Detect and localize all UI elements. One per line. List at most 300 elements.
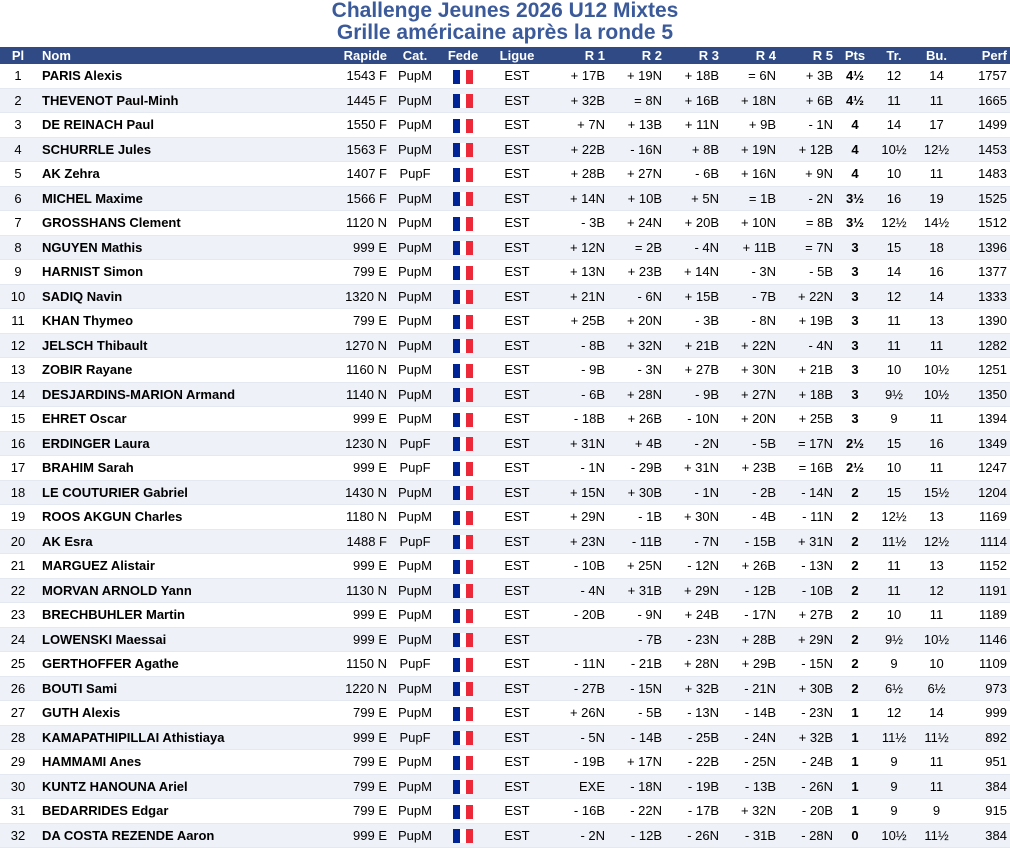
cell-round-2: + 10B bbox=[608, 186, 665, 211]
cell-rating: 1180 N bbox=[282, 505, 390, 530]
cell-round-4: - 2B bbox=[722, 480, 779, 505]
table-row[interactable] bbox=[0, 701, 1010, 726]
cell-category: PupM bbox=[390, 554, 440, 579]
table-row[interactable] bbox=[0, 578, 1010, 603]
cell-round-2: + 30B bbox=[608, 480, 665, 505]
cell-tiebreak-tr: 12½ bbox=[874, 505, 914, 530]
cell-rating: 799 E bbox=[282, 701, 390, 726]
cell-round-3: + 29N bbox=[665, 578, 722, 603]
cell-round-2: - 6N bbox=[608, 284, 665, 309]
cell-round-2: + 32N bbox=[608, 333, 665, 358]
cell-federation bbox=[440, 505, 486, 530]
cell-rating: 1140 N bbox=[282, 382, 390, 407]
cell-performance: 1394 bbox=[959, 407, 1010, 432]
table-row[interactable] bbox=[0, 333, 1010, 358]
table-row[interactable] bbox=[0, 480, 1010, 505]
cell-round-2: = 2B bbox=[608, 235, 665, 260]
cell-performance: 1333 bbox=[959, 284, 1010, 309]
table-row[interactable] bbox=[0, 211, 1010, 236]
cell-federation bbox=[440, 774, 486, 799]
col-header-pts[interactable]: Pts bbox=[836, 47, 874, 64]
cell-round-5: = 7N bbox=[779, 235, 836, 260]
cell-tiebreak-bu: 11½ bbox=[914, 823, 959, 848]
cell-tiebreak-tr: 10 bbox=[874, 358, 914, 383]
cell-category: PupM bbox=[390, 407, 440, 432]
cell-tiebreak-bu: 11 bbox=[914, 774, 959, 799]
cell-performance: 951 bbox=[959, 750, 1010, 775]
cell-performance: 1191 bbox=[959, 578, 1010, 603]
cell-category: PupM bbox=[390, 333, 440, 358]
cell-category: PupM bbox=[390, 260, 440, 285]
cell-round-4: + 29B bbox=[722, 652, 779, 677]
cell-round-3: - 23N bbox=[665, 627, 722, 652]
col-header-perf[interactable]: Perf bbox=[959, 47, 1010, 64]
cell-round-4: + 18N bbox=[722, 88, 779, 113]
cell-tiebreak-tr: 14 bbox=[874, 260, 914, 285]
france-flag-icon bbox=[453, 756, 473, 770]
table-header-row bbox=[0, 47, 1010, 64]
cell-round-1: - 20B bbox=[548, 603, 608, 628]
cell-points: 2 bbox=[836, 480, 874, 505]
cell-tiebreak-tr: 15 bbox=[874, 235, 914, 260]
cell-round-1: - 4N bbox=[548, 578, 608, 603]
cell-round-3: + 27B bbox=[665, 358, 722, 383]
cell-round-1: + 14N bbox=[548, 186, 608, 211]
col-header-r4[interactable]: R 4 bbox=[722, 47, 779, 64]
cell-round-5: - 23N bbox=[779, 701, 836, 726]
cell-performance: 1152 bbox=[959, 554, 1010, 579]
cell-round-5: + 18B bbox=[779, 382, 836, 407]
cell-round-1: - 9B bbox=[548, 358, 608, 383]
cell-federation bbox=[440, 88, 486, 113]
cell-round-2: + 13B bbox=[608, 113, 665, 138]
cell-points: 4 bbox=[836, 113, 874, 138]
cell-rating: 999 E bbox=[282, 554, 390, 579]
cell-category: PupM bbox=[390, 505, 440, 530]
cell-round-5: - 26N bbox=[779, 774, 836, 799]
cell-player-name: NGUYEN Mathis bbox=[36, 235, 282, 260]
cell-round-2: - 11B bbox=[608, 529, 665, 554]
cell-category: PupM bbox=[390, 603, 440, 628]
cell-tiebreak-tr: 9 bbox=[874, 407, 914, 432]
cell-performance: 1109 bbox=[959, 652, 1010, 677]
col-header-fede[interactable]: Fede bbox=[440, 47, 486, 64]
table-row[interactable] bbox=[0, 505, 1010, 530]
table-row[interactable] bbox=[0, 260, 1010, 285]
france-flag-icon bbox=[453, 511, 473, 525]
cell-rating: 799 E bbox=[282, 774, 390, 799]
cell-performance: 915 bbox=[959, 799, 1010, 824]
cell-league: EST bbox=[486, 260, 548, 285]
table-row[interactable] bbox=[0, 137, 1010, 162]
table-row[interactable] bbox=[0, 186, 1010, 211]
france-flag-icon bbox=[453, 290, 473, 304]
cell-round-5: - 15N bbox=[779, 652, 836, 677]
cell-federation bbox=[440, 382, 486, 407]
cell-player-name: BOUTI Sami bbox=[36, 676, 282, 701]
cell-performance: 1396 bbox=[959, 235, 1010, 260]
cell-points: 3 bbox=[836, 333, 874, 358]
cell-performance: 1349 bbox=[959, 431, 1010, 456]
cell-round-4: - 12B bbox=[722, 578, 779, 603]
cell-federation bbox=[440, 333, 486, 358]
cell-player-name: SCHURRLE Jules bbox=[36, 137, 282, 162]
france-flag-icon bbox=[453, 413, 473, 427]
cell-tiebreak-bu: 12 bbox=[914, 578, 959, 603]
cell-tiebreak-bu: 11 bbox=[914, 750, 959, 775]
cell-tiebreak-tr: 6½ bbox=[874, 676, 914, 701]
cell-rating: 1120 N bbox=[282, 211, 390, 236]
france-flag-icon bbox=[453, 168, 473, 182]
cell-place: 5 bbox=[0, 162, 36, 187]
cell-points: 1 bbox=[836, 701, 874, 726]
cell-round-3: - 9B bbox=[665, 382, 722, 407]
cell-performance: 999 bbox=[959, 701, 1010, 726]
col-header-r3[interactable]: R 3 bbox=[665, 47, 722, 64]
cell-federation bbox=[440, 725, 486, 750]
cell-place: 1 bbox=[0, 64, 36, 88]
cell-round-1: - 5N bbox=[548, 725, 608, 750]
cell-category: PupM bbox=[390, 88, 440, 113]
cell-player-name: EHRET Oscar bbox=[36, 407, 282, 432]
cell-performance: 1483 bbox=[959, 162, 1010, 187]
cell-player-name: DESJARDINS-MARION Armand bbox=[36, 382, 282, 407]
cell-performance: 1390 bbox=[959, 309, 1010, 334]
cell-round-2: - 21B bbox=[608, 652, 665, 677]
cell-place: 22 bbox=[0, 578, 36, 603]
cell-league: EST bbox=[486, 431, 548, 456]
cell-performance: 1169 bbox=[959, 505, 1010, 530]
cell-round-5: + 32B bbox=[779, 725, 836, 750]
cell-tiebreak-bu: 14 bbox=[914, 64, 959, 88]
cell-tiebreak-tr: 11½ bbox=[874, 725, 914, 750]
table-row[interactable] bbox=[0, 88, 1010, 113]
france-flag-icon bbox=[453, 266, 473, 280]
cell-points: 2 bbox=[836, 529, 874, 554]
cell-round-4: - 31B bbox=[722, 823, 779, 848]
cell-rating: 1563 F bbox=[282, 137, 390, 162]
cell-player-name: HAMMAMI Anes bbox=[36, 750, 282, 775]
cell-rating: 1543 F bbox=[282, 64, 390, 88]
cell-federation bbox=[440, 431, 486, 456]
cell-round-1: + 7N bbox=[548, 113, 608, 138]
table-row[interactable] bbox=[0, 431, 1010, 456]
france-flag-icon bbox=[453, 633, 473, 647]
cell-place: 4 bbox=[0, 137, 36, 162]
cell-round-5: - 14N bbox=[779, 480, 836, 505]
cell-round-2: - 9N bbox=[608, 603, 665, 628]
cell-points: 3 bbox=[836, 235, 874, 260]
cell-tiebreak-tr: 10½ bbox=[874, 137, 914, 162]
cell-player-name: MICHEL Maxime bbox=[36, 186, 282, 211]
cell-round-3: - 13N bbox=[665, 701, 722, 726]
cell-tiebreak-tr: 10 bbox=[874, 603, 914, 628]
cell-tiebreak-bu: 16 bbox=[914, 431, 959, 456]
cell-category: PupM bbox=[390, 578, 440, 603]
cell-league: EST bbox=[486, 725, 548, 750]
france-flag-icon bbox=[453, 119, 473, 133]
cell-category: PupM bbox=[390, 64, 440, 88]
col-header-ligue[interactable]: Ligue bbox=[486, 47, 548, 64]
france-flag-icon bbox=[453, 780, 473, 794]
cell-tiebreak-bu: 11 bbox=[914, 603, 959, 628]
cell-player-name: BRAHIM Sarah bbox=[36, 456, 282, 481]
cell-federation bbox=[440, 627, 486, 652]
cell-league: EST bbox=[486, 211, 548, 236]
cell-round-1: EXE bbox=[548, 774, 608, 799]
cell-round-3: + 18B bbox=[665, 64, 722, 88]
table-row[interactable] bbox=[0, 284, 1010, 309]
cell-tiebreak-tr: 12 bbox=[874, 64, 914, 88]
cell-round-5: + 21B bbox=[779, 358, 836, 383]
cell-player-name: HARNIST Simon bbox=[36, 260, 282, 285]
cell-category: PupM bbox=[390, 480, 440, 505]
cell-rating: 1445 F bbox=[282, 88, 390, 113]
cell-rating: 1150 N bbox=[282, 652, 390, 677]
table-row[interactable] bbox=[0, 64, 1010, 88]
cell-federation bbox=[440, 309, 486, 334]
cell-round-5: + 27B bbox=[779, 603, 836, 628]
cell-round-3: + 5N bbox=[665, 186, 722, 211]
col-header-r5[interactable]: R 5 bbox=[779, 47, 836, 64]
cell-place: 27 bbox=[0, 701, 36, 726]
cell-round-4: - 5B bbox=[722, 431, 779, 456]
cell-category: PupM bbox=[390, 137, 440, 162]
cell-place: 25 bbox=[0, 652, 36, 677]
col-header-nom[interactable]: Nom bbox=[36, 47, 282, 64]
cell-player-name: LE COUTURIER Gabriel bbox=[36, 480, 282, 505]
cell-round-1: - 27B bbox=[548, 676, 608, 701]
cell-round-5: = 16B bbox=[779, 456, 836, 481]
cell-tiebreak-tr: 11 bbox=[874, 88, 914, 113]
cell-federation bbox=[440, 137, 486, 162]
table-row[interactable] bbox=[0, 382, 1010, 407]
cell-round-3: + 14N bbox=[665, 260, 722, 285]
cell-performance: 1282 bbox=[959, 333, 1010, 358]
col-header-tr[interactable]: Tr. bbox=[874, 47, 914, 64]
cell-tiebreak-bu: 13 bbox=[914, 505, 959, 530]
cell-round-5: = 8B bbox=[779, 211, 836, 236]
table-row[interactable] bbox=[0, 676, 1010, 701]
cell-points: 1 bbox=[836, 725, 874, 750]
table-row[interactable] bbox=[0, 799, 1010, 824]
cell-round-1: + 23N bbox=[548, 529, 608, 554]
france-flag-icon bbox=[453, 609, 473, 623]
cell-round-2: - 18N bbox=[608, 774, 665, 799]
cell-tiebreak-tr: 11½ bbox=[874, 529, 914, 554]
table-row[interactable] bbox=[0, 358, 1010, 383]
cell-rating: 1270 N bbox=[282, 333, 390, 358]
cell-federation bbox=[440, 750, 486, 775]
cell-points: 2 bbox=[836, 554, 874, 579]
cell-league: EST bbox=[486, 456, 548, 481]
col-header-r1[interactable]: R 1 bbox=[548, 47, 608, 64]
cell-league: EST bbox=[486, 407, 548, 432]
cell-tiebreak-tr: 16 bbox=[874, 186, 914, 211]
cell-round-4: + 22N bbox=[722, 333, 779, 358]
cell-tiebreak-tr: 11 bbox=[874, 309, 914, 334]
cell-tiebreak-bu: 11 bbox=[914, 456, 959, 481]
cell-player-name: ZOBIR Rayane bbox=[36, 358, 282, 383]
france-flag-icon bbox=[453, 192, 473, 206]
table-row[interactable] bbox=[0, 774, 1010, 799]
cell-performance: 1247 bbox=[959, 456, 1010, 481]
cell-category: PupM bbox=[390, 284, 440, 309]
table-row[interactable] bbox=[0, 750, 1010, 775]
cell-tiebreak-bu: 12½ bbox=[914, 137, 959, 162]
cell-round-5: - 5B bbox=[779, 260, 836, 285]
cell-round-2: + 24N bbox=[608, 211, 665, 236]
cell-round-4: + 20N bbox=[722, 407, 779, 432]
cell-round-4: - 7B bbox=[722, 284, 779, 309]
cell-performance: 384 bbox=[959, 774, 1010, 799]
cell-performance: 1512 bbox=[959, 211, 1010, 236]
cell-round-1: + 28B bbox=[548, 162, 608, 187]
cell-round-3: - 25B bbox=[665, 725, 722, 750]
cell-round-4: - 14B bbox=[722, 701, 779, 726]
cell-category: PupF bbox=[390, 529, 440, 554]
table-row[interactable] bbox=[0, 162, 1010, 187]
cell-round-2: + 19N bbox=[608, 64, 665, 88]
cell-rating: 1488 F bbox=[282, 529, 390, 554]
cell-place: 6 bbox=[0, 186, 36, 211]
cell-category: PupM bbox=[390, 799, 440, 824]
cell-points: 3 bbox=[836, 382, 874, 407]
cell-round-5: + 29N bbox=[779, 627, 836, 652]
cell-player-name: BRECHBUHLER Martin bbox=[36, 603, 282, 628]
cell-performance: 384 bbox=[959, 823, 1010, 848]
table-row[interactable] bbox=[0, 407, 1010, 432]
cell-tiebreak-bu: 10½ bbox=[914, 382, 959, 407]
cell-round-2: + 26B bbox=[608, 407, 665, 432]
cell-category: PupM bbox=[390, 774, 440, 799]
cell-round-1: + 26N bbox=[548, 701, 608, 726]
cell-round-1: - 16B bbox=[548, 799, 608, 824]
table-row[interactable] bbox=[0, 529, 1010, 554]
cell-round-1: + 21N bbox=[548, 284, 608, 309]
cell-points: 4 bbox=[836, 162, 874, 187]
cell-points: 2 bbox=[836, 603, 874, 628]
col-header-bu[interactable]: Bu. bbox=[914, 47, 959, 64]
cell-rating: 999 E bbox=[282, 725, 390, 750]
cell-category: PupM bbox=[390, 750, 440, 775]
cell-round-3: + 30N bbox=[665, 505, 722, 530]
cell-tiebreak-bu: 11 bbox=[914, 333, 959, 358]
cell-federation bbox=[440, 676, 486, 701]
table-row[interactable] bbox=[0, 554, 1010, 579]
table-row[interactable] bbox=[0, 627, 1010, 652]
cell-place: 15 bbox=[0, 407, 36, 432]
table-row[interactable] bbox=[0, 823, 1010, 848]
cell-round-1: + 22B bbox=[548, 137, 608, 162]
cell-rating: 999 E bbox=[282, 627, 390, 652]
cell-player-name: AK Esra bbox=[36, 529, 282, 554]
cell-category: PupF bbox=[390, 652, 440, 677]
cell-round-3: - 7N bbox=[665, 529, 722, 554]
cell-player-name: ROOS AKGUN Charles bbox=[36, 505, 282, 530]
cell-points: 4 bbox=[836, 137, 874, 162]
cell-round-5: + 19B bbox=[779, 309, 836, 334]
cell-player-name: BEDARRIDES Edgar bbox=[36, 799, 282, 824]
col-header-r2[interactable]: R 2 bbox=[608, 47, 665, 64]
cell-points: 3 bbox=[836, 407, 874, 432]
cell-federation bbox=[440, 113, 486, 138]
table-row[interactable] bbox=[0, 456, 1010, 481]
cell-points: 4½ bbox=[836, 64, 874, 88]
france-flag-icon bbox=[453, 315, 473, 329]
table-row[interactable] bbox=[0, 309, 1010, 334]
france-flag-icon bbox=[453, 217, 473, 231]
cell-league: EST bbox=[486, 137, 548, 162]
cell-round-1: - 8B bbox=[548, 333, 608, 358]
cell-round-2: - 7B bbox=[608, 627, 665, 652]
cell-rating: 1430 N bbox=[282, 480, 390, 505]
cell-league: EST bbox=[486, 358, 548, 383]
cell-round-4: + 11B bbox=[722, 235, 779, 260]
cell-league: EST bbox=[486, 529, 548, 554]
cell-round-2: - 1B bbox=[608, 505, 665, 530]
cell-points: 2 bbox=[836, 652, 874, 677]
cell-tiebreak-bu: 14½ bbox=[914, 211, 959, 236]
cell-round-2: + 20N bbox=[608, 309, 665, 334]
cell-points: 2 bbox=[836, 676, 874, 701]
cell-round-3: - 4N bbox=[665, 235, 722, 260]
cell-category: PupM bbox=[390, 113, 440, 138]
cell-category: PupM bbox=[390, 211, 440, 236]
cell-performance: 1146 bbox=[959, 627, 1010, 652]
cell-rating: 1407 F bbox=[282, 162, 390, 187]
cell-points: 1 bbox=[836, 799, 874, 824]
table-row[interactable] bbox=[0, 725, 1010, 750]
cell-round-5: - 10B bbox=[779, 578, 836, 603]
cell-performance: 1251 bbox=[959, 358, 1010, 383]
cell-rating: 799 E bbox=[282, 799, 390, 824]
cell-round-4: - 17N bbox=[722, 603, 779, 628]
col-header-cat[interactable]: Cat. bbox=[390, 47, 440, 64]
col-header-pl[interactable]: Pl bbox=[0, 47, 36, 64]
cell-points: 1 bbox=[836, 750, 874, 775]
cell-league: EST bbox=[486, 750, 548, 775]
cell-round-5: - 28N bbox=[779, 823, 836, 848]
cell-round-4: - 8N bbox=[722, 309, 779, 334]
cell-place: 11 bbox=[0, 309, 36, 334]
cell-rating: 799 E bbox=[282, 260, 390, 285]
cell-category: PupM bbox=[390, 823, 440, 848]
table-row[interactable] bbox=[0, 235, 1010, 260]
table-row[interactable] bbox=[0, 652, 1010, 677]
table-row[interactable] bbox=[0, 113, 1010, 138]
cell-rating: 1550 F bbox=[282, 113, 390, 138]
cell-league: EST bbox=[486, 554, 548, 579]
cell-round-3: + 11N bbox=[665, 113, 722, 138]
table-row[interactable] bbox=[0, 603, 1010, 628]
cell-points: 1 bbox=[836, 774, 874, 799]
col-header-rapide[interactable]: Rapide bbox=[282, 47, 390, 64]
cell-round-1: + 31N bbox=[548, 431, 608, 456]
cell-round-4: - 25N bbox=[722, 750, 779, 775]
cell-league: EST bbox=[486, 627, 548, 652]
cell-place: 7 bbox=[0, 211, 36, 236]
cell-points: 2 bbox=[836, 627, 874, 652]
cell-points: 2 bbox=[836, 505, 874, 530]
cell-performance: 1757 bbox=[959, 64, 1010, 88]
cell-federation bbox=[440, 284, 486, 309]
cell-round-5: - 24B bbox=[779, 750, 836, 775]
cell-tiebreak-bu: 12½ bbox=[914, 529, 959, 554]
cell-round-4: - 3N bbox=[722, 260, 779, 285]
cell-place: 13 bbox=[0, 358, 36, 383]
cell-round-3: - 6B bbox=[665, 162, 722, 187]
